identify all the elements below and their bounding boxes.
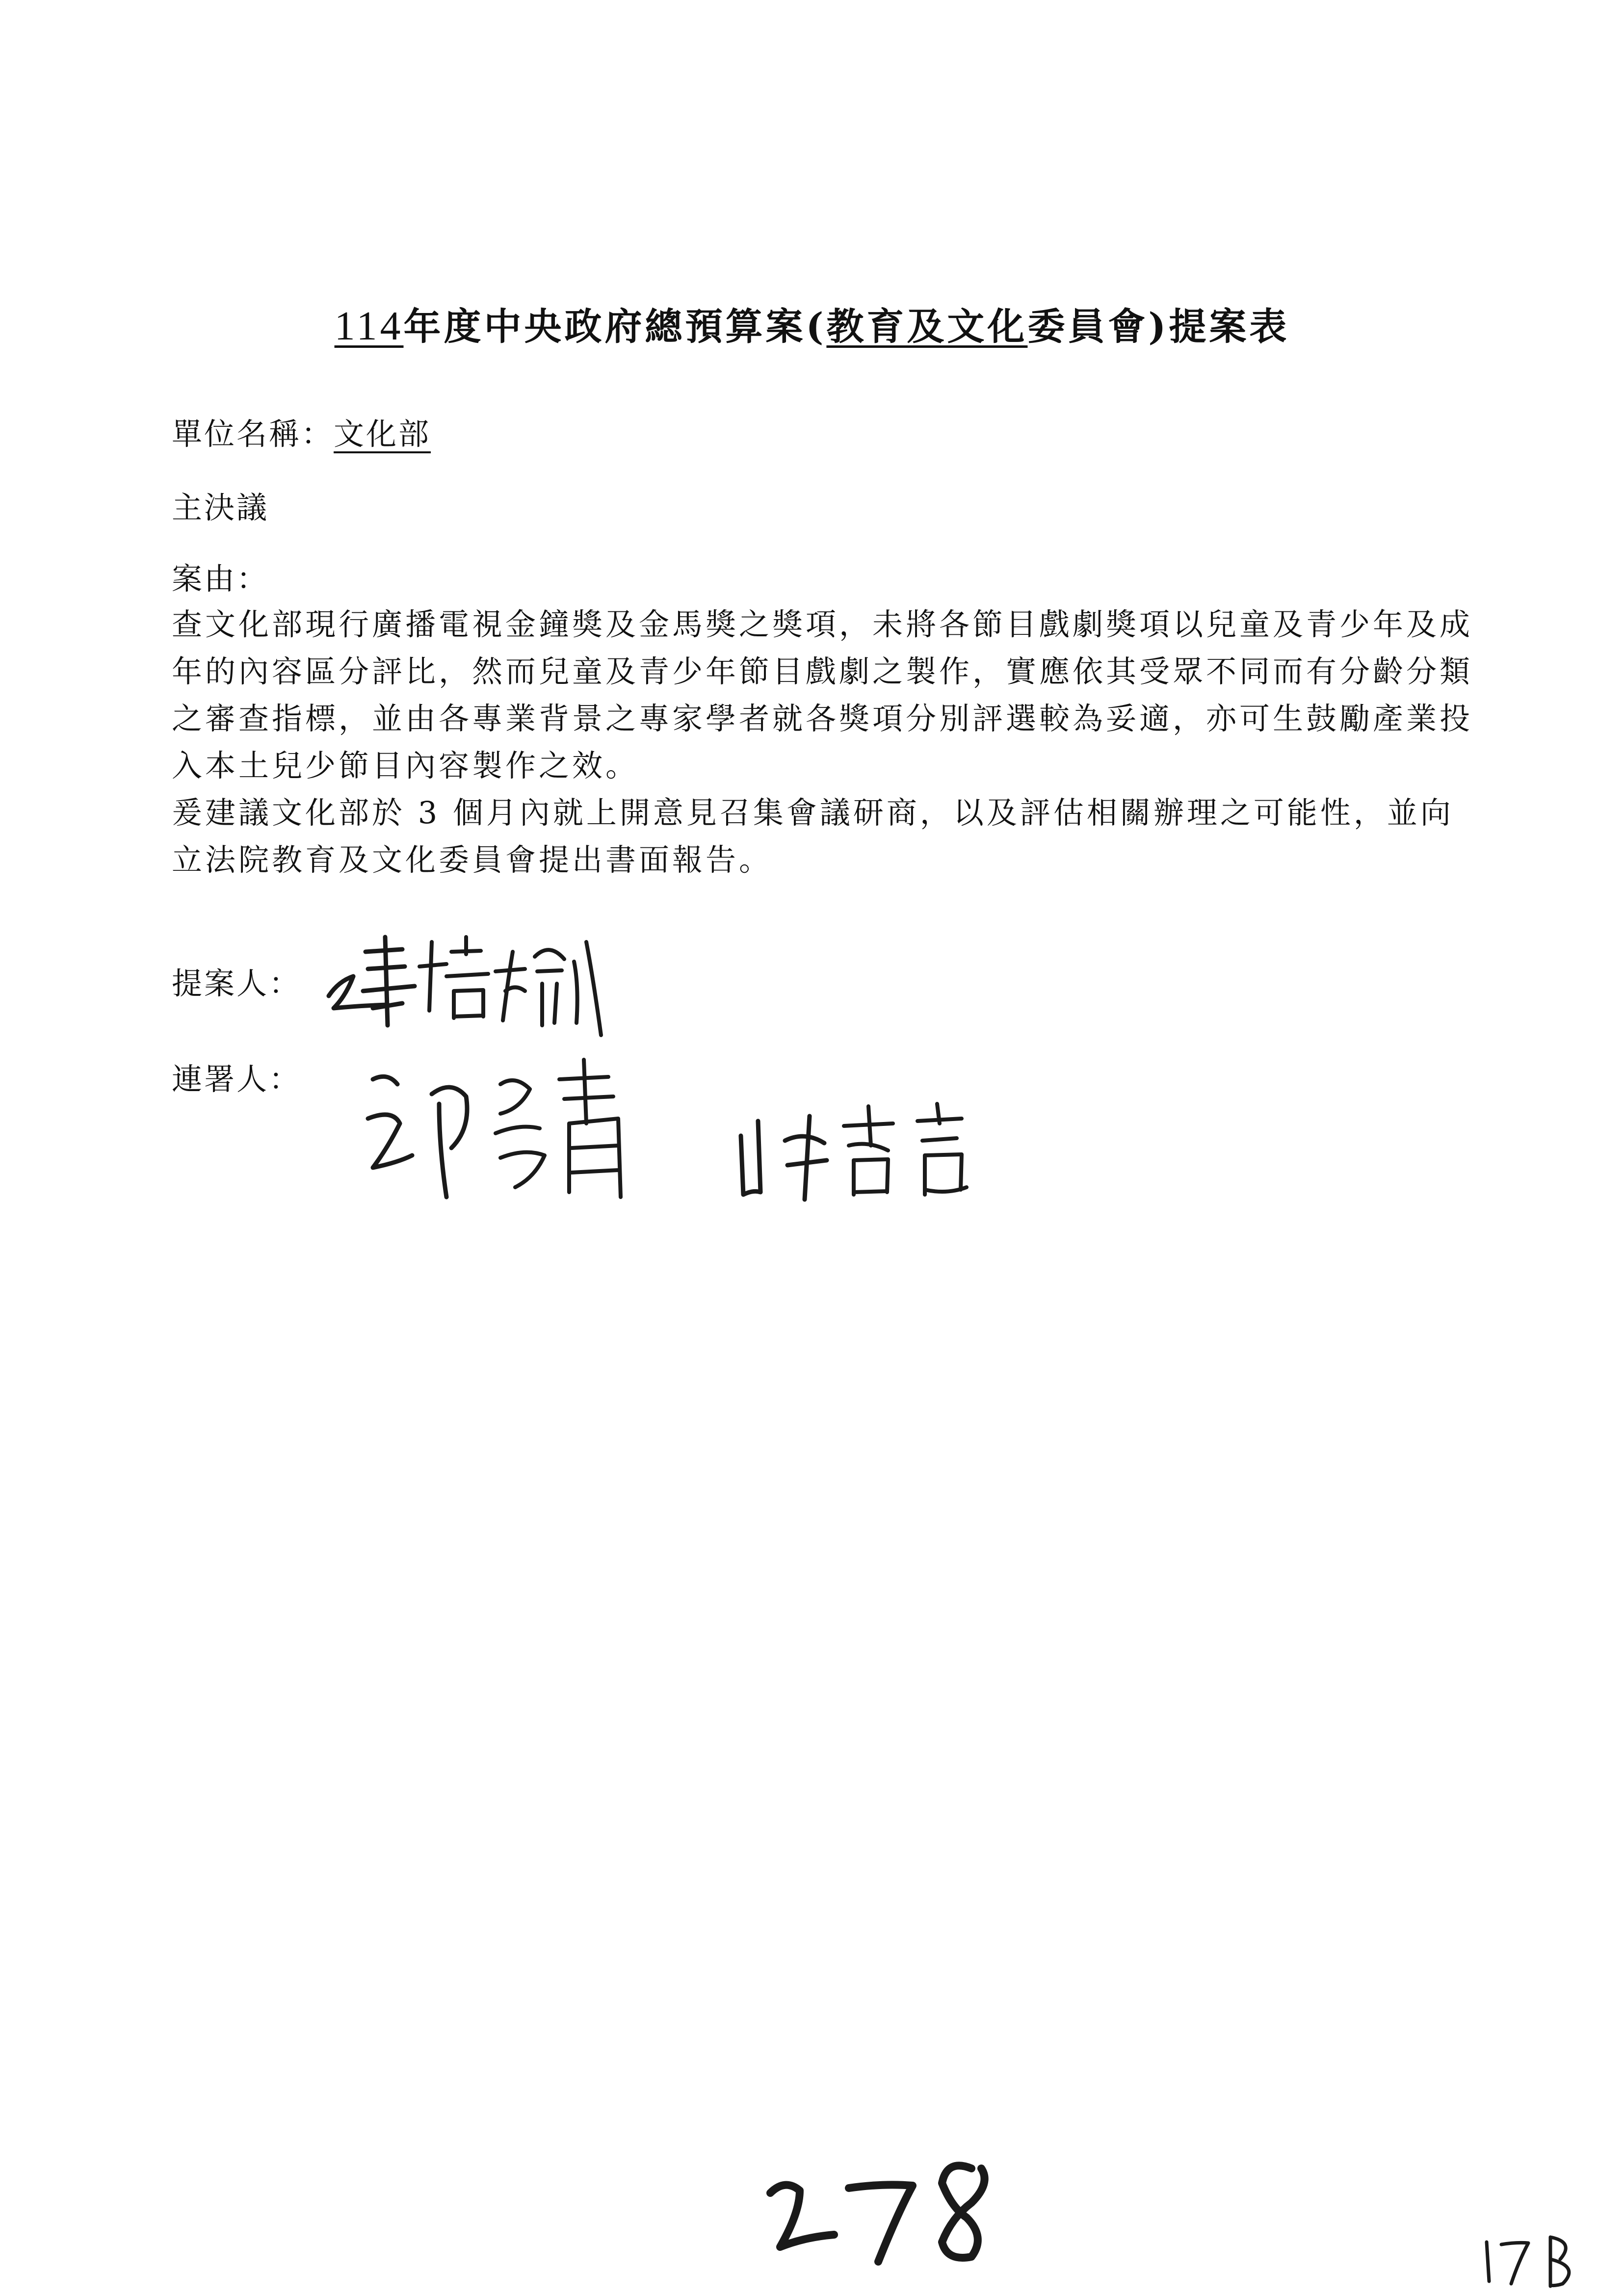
unit-line — [172, 410, 431, 453]
cosigner-signature-1 — [353, 1050, 667, 1217]
handwritten-page-number — [756, 2149, 1011, 2271]
decision-type: 主決議 — [172, 490, 269, 525]
title-part-2: 委員會)提案表 — [1027, 305, 1290, 348]
title-committee: 教育及文化 — [826, 305, 1028, 348]
corner-page-number — [1477, 2222, 1585, 2291]
unit-value: 文化部 — [334, 416, 431, 452]
title-part-1: 年度中央政府總預算案( — [403, 305, 827, 348]
reason-body — [172, 601, 1477, 884]
cosigner-signature-2 — [731, 1096, 1006, 1209]
title-year: 114 — [334, 303, 404, 349]
proposer-label: 提案人： — [172, 965, 302, 1001]
unit-label: 單位名稱： — [172, 416, 334, 452]
reason-label: 案由： — [172, 561, 269, 597]
cosigner-label: 連署人： — [172, 1061, 302, 1097]
document-title — [0, 297, 1624, 350]
proposer-signature — [319, 922, 638, 1040]
reason-paragraph-2: 爰建議文化部於 3 個月內就上開意見召集會議研商，以及評估相關辦理之可能性，並向立法院教育及文化委員會提出書面報告。 — [172, 795, 1454, 878]
reason-paragraph-1: 查文化部現行廣播電視金鐘獎及金馬獎之獎項，未將各節目戲劇獎項以兒童及青少年及成年的內容區分評比，然而兒童及青少年節目戲劇之製作，實應依其受眾不同而有分齡分類之審查指標，並由各專業背景之專家學者就各獎項分別評選較為妥適，亦可生鼓勵產業投入本土兒少節目內容製作之效。 — [172, 606, 1473, 783]
